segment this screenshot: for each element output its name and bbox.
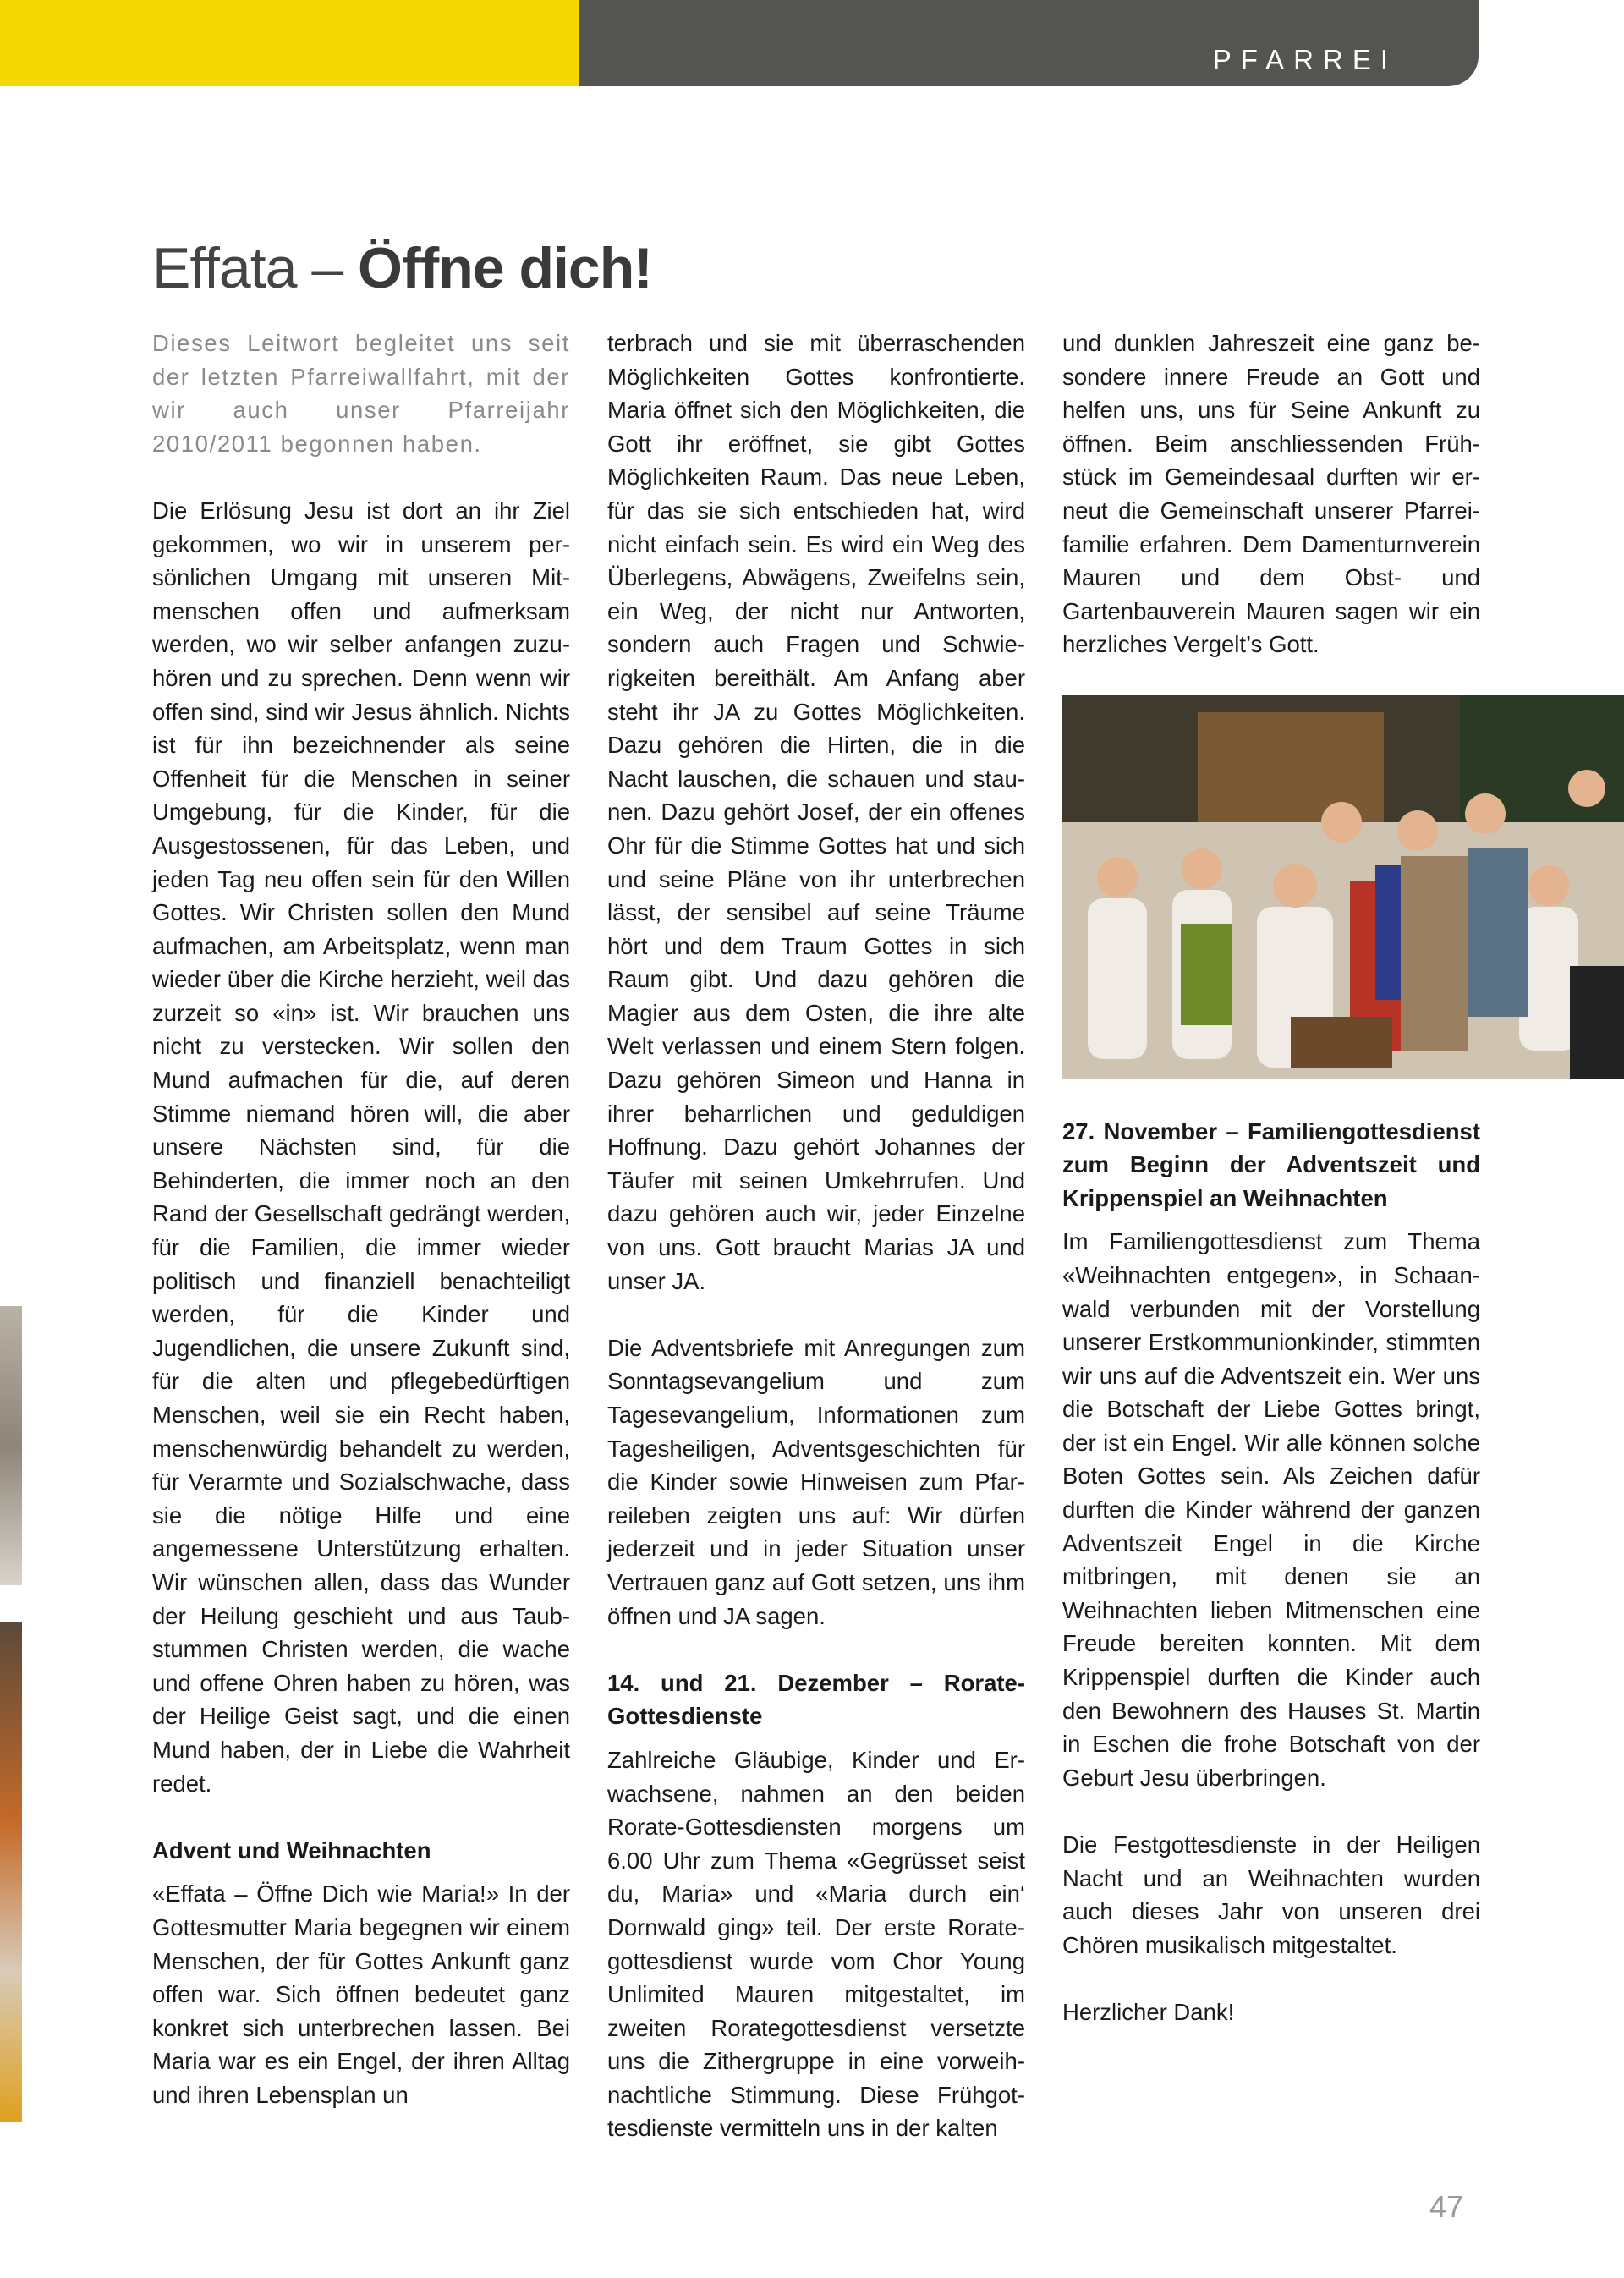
paragraph: Die Erlösung Jesu ist dort an ihr Ziel gekommen, wo wir in unserem persönlichen Umgang mit unseren Mitmenschen offen und aufmerksam werden, wo wir selber anfangen zuzuhören und zu sprechen. Denn wenn wir offen sind, sind wir Jesus ähnlich. Nichts ist für ihn bezeichnender als seine Offenheit für die Menschen in seiner Umgebung, für die Kinder, für die Ausgestossenen, für das Leben, und jeden Tag neu offen sein für den Willen Gottes. Wir Christen sollen den Mund aufmachen, am Arbeitsplatz, wenn man wieder über die Kirche herzieht, weil das zurzeit so «in» ist. Wir brauchen uns nicht zu verstecken. Wir sollen den Mund aufmachen für die, auf deren Stimme niemand hören will, die aber unsere Nächsten sind, für die Behinderten, die immer noch an den Rand der Gesellschaft gedrängt werden, für die Familien, die immer wieder politisch und finanziell benachteiligt werden, für die Kinder und Jugendlichen, die unsere Zukunft sind, für die alten und pflegebedürftigen Menschen, weil sie ein Recht haben, menschenwürdig behandelt zu werden, für Verarmte und Sozialschwache, dass sie die nötige Hilfe und eine angemessene Unterstützung erhalten. Wir wünschen allen, dass das Wunder der Heilung geschieht und aus Taubstummen Christen werden, die wache und offene Ohren haben zu hören, was der Heilige Geist sagt, und die einen Mund haben, der in Liebe die Wahrheit redet. xyxy=(152,497,570,1797)
article-title xyxy=(152,235,652,301)
paragraph: Zahlreiche Gläubige, Kinder und Erwachsene, nahmen an den beiden Rorate-Gottesdiensten morgens um 6.00 Uhr zum Thema «Gegrüsset seist du, Maria» und «Maria durch ein‘ Dornwald ging» teil. Der erste Rorategottesdienst wurde vom Chor Young Unlimited Mauren mitgestaltet, im zweiten Rorategottesdienst versetzte uns die Zithergruppe in eine vorweihnachtliche Stimmung. Diese Frühgottesdienste vermitteln uns in der kalten xyxy=(607,1746,1025,2142)
subheading-advent: Advent und Weihnachten xyxy=(152,1836,431,1864)
photo-illustration xyxy=(1062,695,1624,1079)
text-column-1 xyxy=(152,327,570,2145)
header-section-bar xyxy=(579,0,1479,86)
header-yellow-bar xyxy=(0,0,579,86)
paragraph: Die Festgottesdienste in der Heiligen Nacht und an Weihnachten wurden auch dieses Jahr von unseren drei Chören musikalisch mitgestaltet. xyxy=(1062,1831,1480,1958)
paragraph: terbrach und sie mit überraschenden Möglichkeiten Gottes konfrontierte. Maria öffnet sich den Möglichkeiten, die Gott ihr eröffnet, sie gibt Gottes Möglichkeiten Raum. Das neue Leben, für das sie sich entschieden hat, wird nicht einfach sein. Es wird ein Weg des Überlegens, Abwägens, Zweifelns sein, ein Weg, der nicht nur Antworten, sondern auch Fragen und Schwierigkeiten bereithält. Am Anfang aber steht ihr JA zu Gottes Möglichkeiten. Dazu gehören die Hirten, die in die Nacht lauschen, die schauen und staunen. Dazu gehört Josef, der ein offenes Ohr für die Stimme Gottes hat und sich und seine Pläne von ihr unterbrechen lässt, der sensibel auf seine Träume hört und dem Traum Gottes in sich Raum gibt. Und dazu gehören die Magier aus dem Osten, die ihre alte Welt verlassen und einem Stern folgen. Dazu gehören Simeon und Hanna in ihrer beharrlichen und geduldigen Hoffnung. Dazu gehört Johannes der Täufer mit seinen Umkehrrufen. Und dazu gehören auch wir, jeder Einzelne von uns. Gott braucht Marias JA und unser JA. xyxy=(607,330,1025,1294)
subheading-rorate: 14. und 21. Dezember – Rorate-Gottesdienste xyxy=(607,1669,1025,1730)
adjacent-page-photo-strip xyxy=(0,1306,22,1585)
text-column-3 xyxy=(1062,327,1480,2062)
paragraph: und dunklen Jahreszeit eine ganz besondere innere Freude an Gott und helfen uns, uns für Seine Ankunft zu öffnen. Beim anschliessenden Frühstück im Gemeindesaal durften wir erneut die Gemeinschaft unserer Pfarreifamilie erfahren. Dem Damenturnverein Mauren und dem Obst- und Gartenbauverein Mauren sagen wir ein herzliches Vergelt’s Gott. xyxy=(1062,330,1480,658)
title-light: Effata – xyxy=(152,235,359,300)
adjacent-page-photo-strip xyxy=(0,1622,22,2122)
paragraph: «Effata – Öffne Dich wie Maria!» In der Gottesmutter Maria begegnen wir einem Menschen, der für Gottes Ankunft ganz offen war. Sich öffnen bedeutet ganz konkret sich unterbrechen lassen. Bei Maria war es ein Engel, der ihren Alltag und ihren Lebensplan un xyxy=(152,1880,570,2108)
paragraph: Die Adventsbriefe mit Anregungen zum Sonntagsevangelium und zum Tagesevangelium, Informationen zum Tagesheiligen, Adventsgeschichten für die Kinder sowie Hinweisen zum Pfarreileben zeigten uns auf: Wir dürfen jederzeit und in jeder Situation unser Vertrauen ganz auf Gott setzen, uns ihm öffnen und JA sagen. xyxy=(607,1334,1025,1629)
subheading-family-service: 27. November – Familiengottesdienst zum Beginn der Adventszeit und Krippenspiel an Weihnachten xyxy=(1062,1117,1480,1211)
text-column-2 xyxy=(607,327,1025,2179)
paragraph: Im Familiengottesdienst zum Thema «Weihnachten entgegen», in Schaanwald verbunden mit der Vorstellung unserer Erstkommunionkinder, stimmten wir uns auf die Adventszeit ein. Wer uns die Botschaft der Liebe Gottes bringt, der ist ein Engel. Wir alle können solche Boten Gottes sein. Als Zeichen dafür durften die Kinder während der ganzen Adventszeit Engel in die Kirche mitbringen, mit denen sie an Weihnachten lieben Mitmenschen eine Freude bereiten konnten. Mit dem Krippenspiel durften die Kinder auch den Bewohnern des Hauses St. Martin in Eschen die frohe Botschaft von der Geburt Jesu überbringen. xyxy=(1062,1228,1480,1791)
page-number: 47 xyxy=(1429,2189,1464,2224)
closing-line: Herzlicher Dank! xyxy=(1062,1998,1235,2025)
nativity-play-photo xyxy=(1062,695,1624,1079)
section-label: PFARREI xyxy=(1212,44,1397,75)
title-bold: Öffne dich! xyxy=(358,235,652,300)
intro-paragraph: Dieses Leitwort begleitet uns seit der letzten Pfarreiwallfahrt, mit der wir auch unser Pfarreijahr 2010/2011 begonnen haben. xyxy=(152,330,570,457)
